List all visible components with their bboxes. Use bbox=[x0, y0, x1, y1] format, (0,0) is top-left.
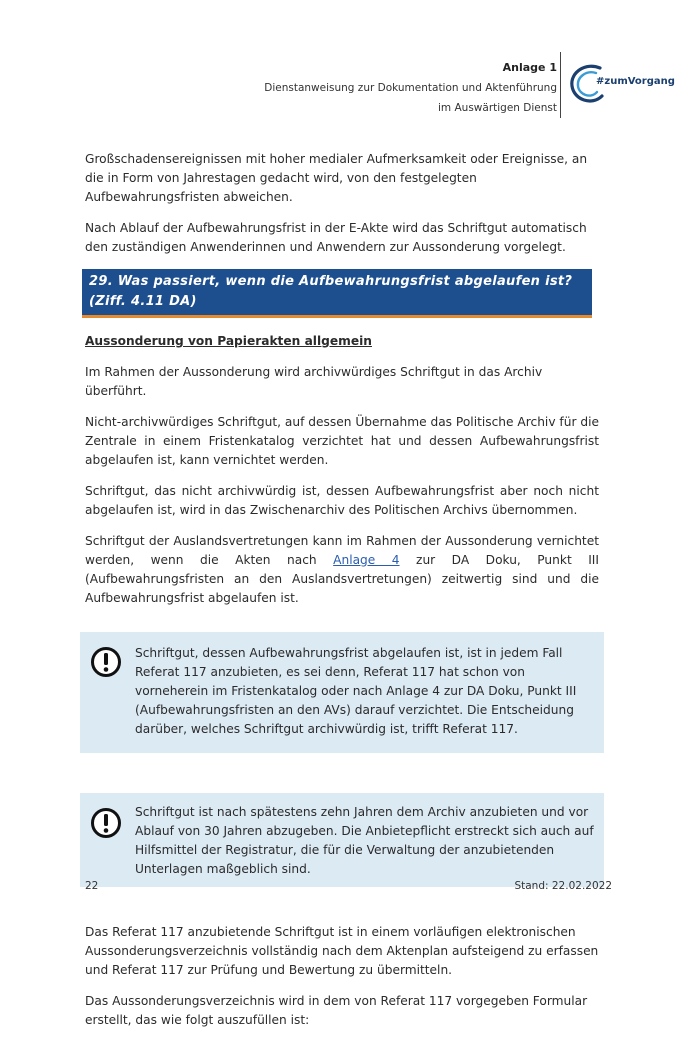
anlage-4-link[interactable]: Anlage 4 bbox=[333, 553, 400, 567]
paragraph-6 bbox=[85, 532, 599, 608]
subheading: Aussonderung von Papierakten allgemein bbox=[85, 334, 372, 348]
paragraph-6-before: Schriftgut der Auslandsvertretungen kann im Rahmen der Aussonderung vernichtet werden, wenn die Akten nach bbox=[85, 534, 599, 567]
paragraph-4: Nicht-archivwürdiges Schriftgut, auf dessen Übernahme das Politische Archiv für die Zentrale in einem Fristenkatalog verzichtet hat und dessen Aufbewahrungsfrist abgelaufen ist, kann vernichtet werden. bbox=[85, 415, 599, 467]
stand-date: Stand: 22.02.2022 bbox=[514, 880, 612, 892]
main-content bbox=[85, 150, 599, 1042]
notice-2-text: Schriftgut ist nach spätestens zehn Jahren dem Archiv anzubieten und vor Ablauf von 30 Jahren abzugeben. Die Anbietepflicht erstreckt sich auch auf Hilfsmittel der Registratur, die für die Verwaltung der anzubietenden Unterlagen maßgeblich sind. bbox=[135, 805, 594, 876]
header-text-block bbox=[137, 58, 557, 118]
header-anlage: Anlage 1 bbox=[502, 61, 557, 74]
notice-box-1 bbox=[80, 632, 604, 753]
paragraph-5: Schriftgut, das nicht archivwürdig ist, dessen Aufbewahrungsfrist aber noch nicht abgelaufen ist, wird in das Zwischenarchiv des Politischen Archivs übernommen. bbox=[85, 484, 599, 517]
zumvorgang-logo bbox=[566, 60, 686, 108]
notice-box-2 bbox=[80, 793, 604, 887]
section-heading: 29. Was passiert, wenn die Aufbewahrungsfrist abgelaufen ist? (Ziff. 4.11 DA) bbox=[82, 269, 592, 318]
paragraph-2: Nach Ablauf der Aufbewahrungsfrist in der E-Akte wird das Schriftgut automatisch den zuständigen Anwenderinnen und Anwendern zur Aussonderung vorgelegt. bbox=[85, 221, 587, 254]
page-number: 22 bbox=[85, 880, 99, 892]
header-title-line1: Dienstanweisung zur Dokumentation und Aktenführung bbox=[264, 82, 557, 94]
paragraph-8: Das Aussonderungsverzeichnis wird in dem von Referat 117 vorgegeben Formular erstellt, das wie folgt auszufüllen ist: bbox=[85, 994, 588, 1027]
header-title-line2: im Auswärtigen Dienst bbox=[438, 102, 557, 114]
paragraph-7: Das Referat 117 anzubietende Schriftgut ist in einem vorläufigen elektronischen Aussonderungsverzeichnis vollständig nach dem Aktenplan aufsteigend zu erfassen und Referat 117 zur Prüfung und Bewertung zu übermitteln. bbox=[85, 925, 599, 977]
paragraph-6-after: zur DA Doku, Punkt III (Aufbewahrungsfristen an den Auslandsvertretungen) zeitwertig sind und die Aufbewahrungsfrist abgelaufen ist. bbox=[85, 553, 599, 605]
paragraph-1: Großschadensereignissen mit hoher medialer Aufmerksamkeit oder Ereignisse, an die in Form von Jahrestagen gedacht wird, von den festgelegten Aufbewahrungsfristen abweichen. bbox=[85, 152, 588, 204]
exclamation-circle-icon bbox=[90, 646, 122, 678]
logo-text: #zumVorgang bbox=[596, 76, 675, 87]
paragraph-3: Im Rahmen der Aussonderung wird archivwürdiges Schriftgut in das Archiv überführt. bbox=[85, 365, 543, 398]
exclamation-circle-icon bbox=[90, 807, 122, 839]
notice-1-text: Schriftgut, dessen Aufbewahrungsfrist abgelaufen ist, ist in jedem Fall Referat 117 anzubieten, es sei denn, Referat 117 hat schon von vorneherein im Fristenkatalog oder nach Anlage 4 zur DA Doku, Punkt III (Aufbewahrungsfristen an den AVs) darauf verzichtet. Die Entscheidung darüber, welches Schriftgut archivwürdig ist, trifft Referat 117. bbox=[135, 646, 577, 736]
header-divider bbox=[560, 52, 561, 118]
